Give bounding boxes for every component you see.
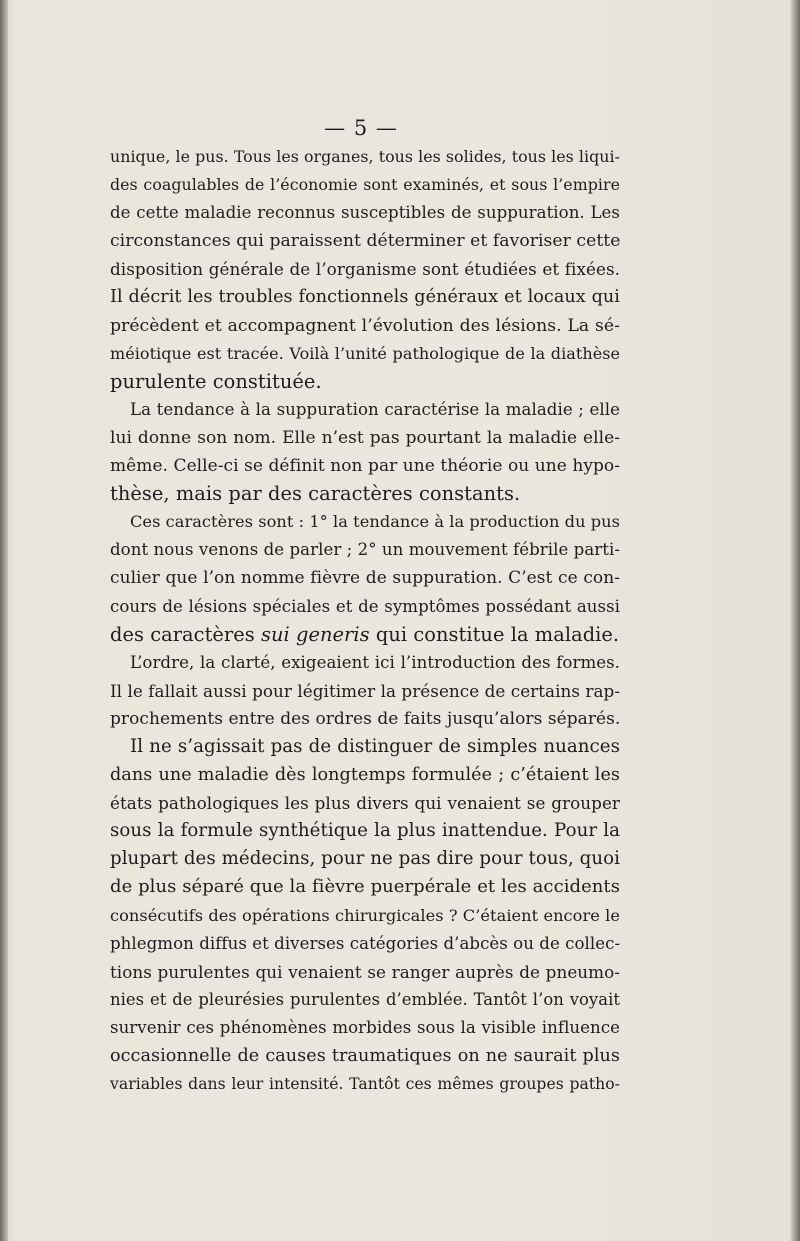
text-line: disposition générale de l’organisme sont étudiées et fixées. bbox=[110, 259, 620, 280]
text-line: thèse, mais par des caractères constants. bbox=[110, 482, 521, 506]
text-line: même. Celle-ci se définit non par une théorie ou une hypo- bbox=[110, 456, 620, 477]
text-line: états pathologiques les plus divers qui venaient se grouper bbox=[110, 793, 620, 814]
text-line: cours de lésions spéciales et de symptômes possédant aussi bbox=[110, 596, 620, 616]
text-line: sous la formule synthétique la plus inattendue. Pour la bbox=[110, 820, 620, 842]
text-segment: des caractères bbox=[110, 622, 255, 646]
text-line: purulente constituée. bbox=[110, 369, 322, 393]
text-line: méiotique est tracée. Voilà l’unité pathologique de la diathèse bbox=[110, 343, 620, 363]
text-line: La tendance à la suppuration caractérise la maladie ; elle bbox=[130, 399, 620, 419]
italic-phrase: sui generis bbox=[261, 622, 370, 646]
page-number: — 5 — bbox=[324, 116, 398, 140]
text-line: lui donne son nom. Elle n’est pas pourtant la maladie elle- bbox=[110, 427, 620, 448]
text-line bbox=[110, 621, 620, 649]
text-line: nies et de pleurésies purulentes d’emblée. Tantôt l’on voyait bbox=[110, 989, 620, 1009]
text-line: précèdent et accompagnent l’évolution des lésions. La sé- bbox=[110, 315, 620, 336]
page-right-edge bbox=[790, 0, 800, 1241]
text-line: variables dans leur intensité. Tantôt ces mêmes groupes patho- bbox=[110, 1075, 620, 1094]
text-line: L’ordre, la clarté, exigeaient ici l’introduction des formes. bbox=[130, 652, 620, 672]
text-line: dont nous venons de parler ; 2° un mouvement fébrile parti- bbox=[110, 540, 620, 560]
text-line: de cette maladie reconnus susceptibles de suppuration. Les bbox=[110, 203, 620, 223]
text-line: Il décrit les troubles fonctionnels généraux et locaux qui bbox=[110, 287, 620, 308]
text-line: consécutifs des opérations chirurgicales ? C’étaient encore le bbox=[110, 905, 620, 925]
text-segment: qui constitue la maladie. bbox=[375, 622, 620, 646]
page-left-edge bbox=[0, 0, 8, 1241]
text-line: occasionnelle de causes traumatiques on ne saurait plus bbox=[110, 1046, 620, 1066]
text-line: plupart des médecins, pour ne pas dire pour tous, quoi bbox=[110, 848, 620, 870]
text-line: tions purulentes qui venaient se ranger auprès de pneumo- bbox=[110, 961, 620, 982]
text-line: dans une maladie dès longtemps formulée ; c’étaient les bbox=[110, 765, 620, 786]
text-line: phlegmon diffus et diverses catégories d’abcès ou de collec- bbox=[110, 933, 621, 953]
text-line: de plus séparé que la fièvre puerpérale et les accidents bbox=[110, 876, 620, 898]
text-line: unique, le pus. Tous les organes, tous les solides, tous les liqui- bbox=[110, 147, 620, 166]
text-line: circonstances qui paraissent déterminer et favoriser cette bbox=[110, 231, 621, 252]
text-line: Il le fallait aussi pour légitimer la présence de certains rap- bbox=[110, 680, 621, 701]
text-line: des coagulables de l’économie sont examinés, et sous l’empire bbox=[110, 175, 620, 195]
text-line: prochements entre des ordres de faits jusqu’alors séparés. bbox=[110, 708, 621, 729]
text-line: culier que l’on nomme fièvre de suppuration. C’est ce con- bbox=[110, 568, 620, 589]
text-line: Ces caractères sont : 1° la tendance à la production du pus bbox=[130, 512, 620, 532]
text-line: Il ne s’agissait pas de distinguer de simples nuances bbox=[130, 735, 620, 757]
text-line: survenir ces phénomènes morbides sous la visible influence bbox=[110, 1017, 620, 1037]
body-text bbox=[110, 143, 620, 1098]
